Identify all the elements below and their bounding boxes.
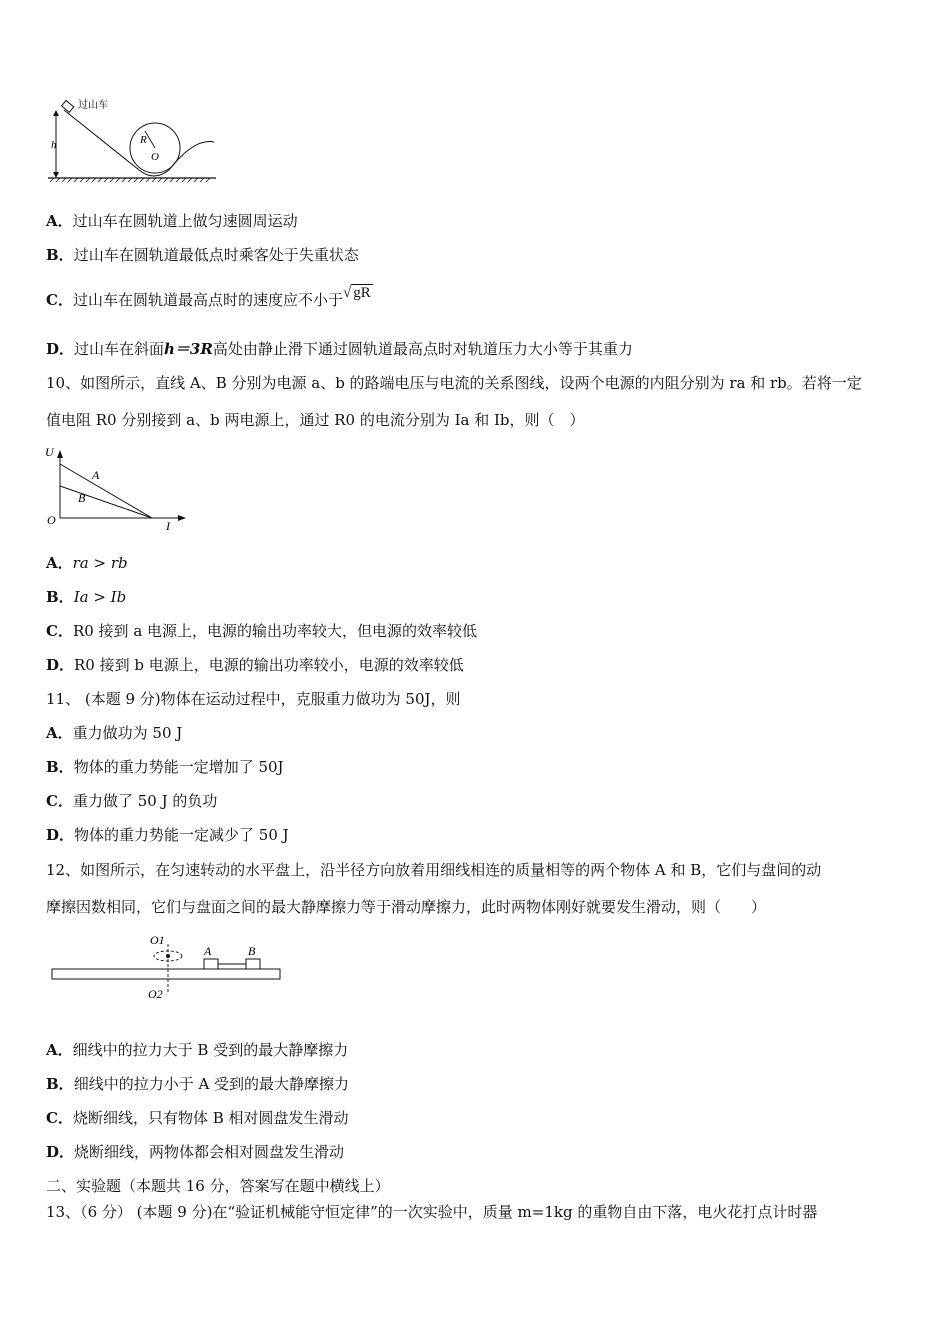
q10-stem-line1: 10、如图所示，直线 A、B 分别为电源 a、b 的路端电压与电流的关系图线，设两个电源的内阻分别为 ra 和 rb。若将一定 [46,374,862,392]
center-label: O [151,151,159,163]
line-a-label: A [92,468,100,482]
q12-option-d: D．烧断细线，两物体都会相对圆盘发生滑动 [46,1143,345,1161]
q12-option-a: A．细线中的拉力大于 B 受到的最大静摩擦力 [46,1041,349,1059]
coaster-label: 过山车 [78,100,108,111]
q10-option-d: D．R0 接到 b 电源上，电源的输出功率较小，电源的效率较低 [46,656,464,674]
roller-coaster-figure [44,98,224,186]
u-i-graph-figure [44,442,194,534]
radius-label: R [140,134,147,146]
q10-stem-line2: 值电阻 R0 分别接到 a、b 两电源上，通过 R0 的电流分别为 Ia 和 Ib，则（ ） [46,411,585,429]
line-b-label: B [78,491,86,505]
q12-stem-line1: 12、如图所示，在匀速转动的水平盘上，沿半径方向放着用细线相连的质量相等的两个物体 A 和 B，它们与盘间的动 [46,861,822,879]
sqrt-gR: √ gR [342,285,371,301]
q10-option-b: B．Ia > Ib [46,588,127,606]
q12-option-b: B．细线中的拉力小于 A 受到的最大静摩擦力 [46,1075,350,1093]
q11-option-b: B．物体的重力势能一定增加了 50J [46,758,284,776]
height-label: h [51,139,57,151]
q11-option-c: C．重力做了 50 J 的负功 [46,792,218,810]
section-title: 二、实验题（本题共 16 分，答案写在题中横线上） [46,1177,390,1195]
q13-stem: 13、（6 分） (本题 9 分)在“验证机械能守恒定律”的一次实验中，质量 m=1kg 的重物自由下落，电火花打点计时器 [46,1203,818,1221]
q11-option-a: A．重力做功为 50 J [46,724,183,742]
q12-stem-line2: 摩擦因数相同，它们与盘面之间的最大静摩擦力等于滑动摩擦力，此时两物体刚好就要发生滑动，则（ ） [46,898,767,916]
o1-label: O1 [150,933,165,947]
rotating-disk-figure [48,930,288,1006]
q10-option-c: C．R0 接到 a 电源上，电源的输出功率较大，但电源的效率较低 [46,622,478,640]
q9-option-d: D．过山车在斜面h＝3R高处由静止滑下通过圆轨道最高点时对轨道压力大小等于其重力 [46,340,633,358]
q10-option-a: A．ra > rb [46,554,128,572]
q9-option-a: A．过山车在圆轨道上做匀速圆周运动 [46,212,298,230]
block-b-label: B [248,944,256,958]
q11-option-d: D．物体的重力势能一定减少了 50 J [46,826,289,844]
o2-label: O2 [148,987,163,1001]
u-axis-label: U [45,445,54,459]
origin-label: O [47,513,56,527]
q9-option-c: C．过山车在圆轨道最高点时的速度应不小于√ gR [46,285,371,309]
i-axis-label: I [166,519,170,533]
q9-option-b: B．过山车在圆轨道最低点时乘客处于失重状态 [46,246,359,264]
q12-option-c: C．烧断细线，只有物体 B 相对圆盘发生滑动 [46,1109,349,1127]
q11-stem: 11、 (本题 9 分)物体在运动过程中，克服重力做功为 50J，则 [46,690,461,708]
block-a-label: A [204,944,212,958]
